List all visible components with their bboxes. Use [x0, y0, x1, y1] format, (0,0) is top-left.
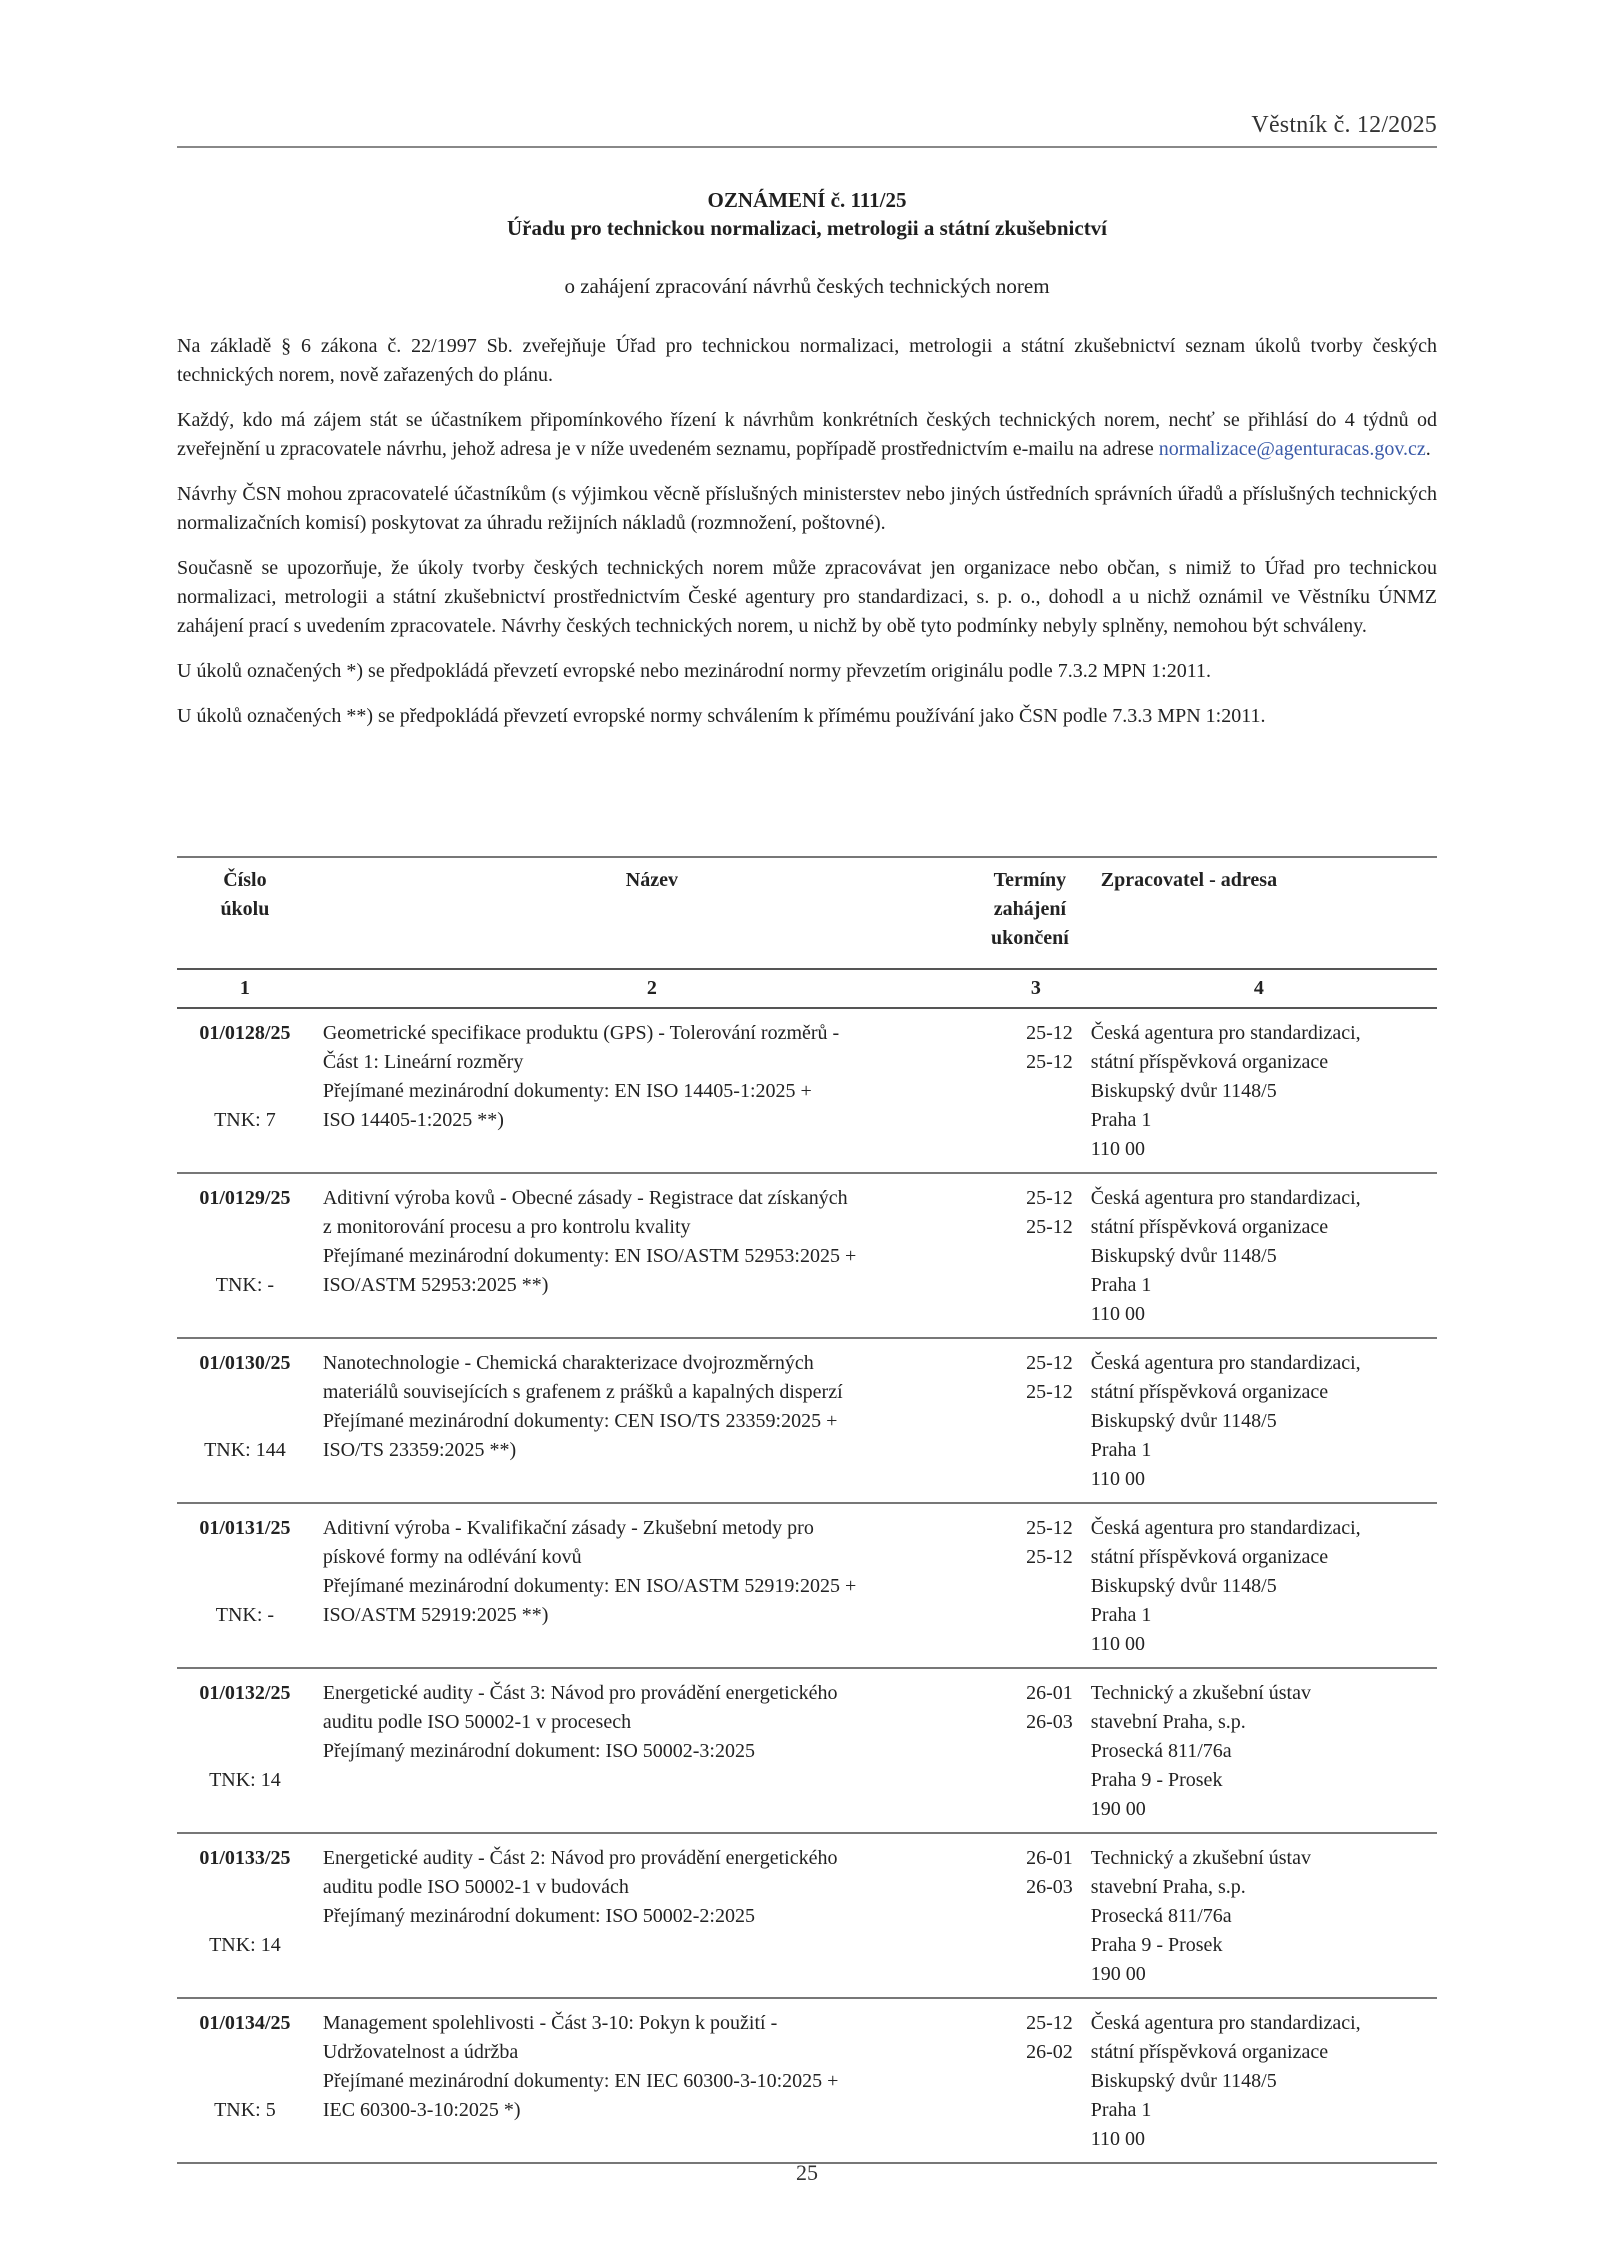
- header-divider: [177, 146, 1437, 148]
- task-name-cell: [313, 1008, 991, 1173]
- task-processor-cell: [1081, 1338, 1437, 1503]
- task-id-cell: [177, 1668, 313, 1833]
- task-name-line: Přejímaný mezinárodní dokument: ISO 50002-2:2025: [322, 1905, 755, 1927]
- body-text: [177, 332, 1437, 747]
- processor-line: Praha 1: [1090, 1439, 1152, 1461]
- task-terms-cell: [991, 1008, 1081, 1173]
- header-processor: Zpracovatel - adresa: [1081, 857, 1437, 969]
- announcement-subtitle: o zahájení zpracování návrhů českých technických norem: [564, 274, 1050, 298]
- task-name-line: Aditivní výroba - Kvalifikační zásady - Zkušební metody pro: [322, 1517, 814, 1539]
- processor-line: Česká agentura pro standardizaci,: [1090, 2012, 1361, 2034]
- task-id-cell: [177, 1503, 313, 1668]
- task-start-date: 25-12: [1026, 1022, 1073, 1044]
- task-name-line: ISO/TS 23359:2025 **): [322, 1439, 517, 1461]
- task-name-line: Přejímané mezinárodní dokumenty: EN ISO/ASTM 52919:2025 +: [322, 1575, 857, 1597]
- task-id-cell: [177, 1173, 313, 1338]
- task-name-cell: [313, 1998, 991, 2163]
- header-terms-line1: Termíny: [993, 869, 1067, 891]
- processor-line: Technický a zkušební ústav: [1090, 1682, 1311, 1704]
- task-terms-cell: [991, 1668, 1081, 1833]
- processor-line: Technický a zkušební ústav: [1090, 1847, 1311, 1869]
- processor-line: Praha 1: [1090, 2099, 1152, 2121]
- task-terms-cell: [991, 1173, 1081, 1338]
- header-terms-line2: zahájení: [993, 898, 1066, 920]
- task-name-line: ISO 14405-1:2025 **): [322, 1109, 504, 1131]
- task-id: 01/0133/25: [199, 1847, 291, 1869]
- header-task-number: [177, 857, 313, 969]
- task-name-line: pískové formy na odlévání kovů: [322, 1546, 582, 1568]
- processor-line: Prosecká 811/76a: [1090, 1905, 1232, 1927]
- table-header-row: [177, 857, 1437, 969]
- table-row: [177, 1008, 1437, 1173]
- task-id-cell: [177, 1338, 313, 1503]
- table-column-number-row: [177, 969, 1437, 1008]
- task-start-date: 26-01: [1026, 1847, 1073, 1869]
- processor-line: 190 00: [1090, 1963, 1146, 1985]
- processor-line: Biskupský dvůr 1148/5: [1090, 2070, 1277, 2092]
- processor-line: 110 00: [1090, 1468, 1146, 1490]
- task-start-date: 25-12: [1026, 1517, 1073, 1539]
- processor-line: státní příspěvková organizace: [1090, 1546, 1329, 1568]
- task-id-cell: [177, 1998, 313, 2163]
- task-terms-cell: [991, 1998, 1081, 2163]
- task-name-line: Přejímaný mezinárodní dokument: ISO 50002-3:2025: [322, 1740, 755, 1762]
- task-name-line: Přejímané mezinárodní dokumenty: CEN ISO/TS 23359:2025 +: [322, 1410, 838, 1432]
- processor-line: Biskupský dvůr 1148/5: [1090, 1575, 1277, 1597]
- task-tnk: TNK: 5: [214, 2099, 276, 2121]
- processor-line: Praha 9 - Prosek: [1090, 1769, 1223, 1791]
- header-terms-line3: ukončení: [990, 927, 1069, 949]
- title-block: [177, 186, 1437, 300]
- task-id-cell: [177, 1833, 313, 1998]
- task-start-date: 26-01: [1026, 1682, 1073, 1704]
- task-processor-cell: [1081, 1998, 1437, 2163]
- task-id: 01/0134/25: [199, 2012, 291, 2034]
- paragraph-legal-basis: Na základě § 6 zákona č. 22/1997 Sb. zveřejňuje Úřad pro technickou normalizaci, metrologii a státní zkušebnictví seznam úkolů tvorby českých technických norem, nově zařazených do plánu.: [177, 335, 1437, 386]
- processor-line: 190 00: [1090, 1798, 1146, 1820]
- task-name-line: auditu podle ISO 50002-1 v budovách: [322, 1876, 629, 1898]
- processor-line: státní příspěvková organizace: [1090, 1216, 1329, 1238]
- authority-name: Úřadu pro technickou normalizaci, metrologii a státní zkušebnictví: [506, 216, 1108, 240]
- paragraph-note-double-asterisk: U úkolů označených **) se předpokládá převzetí evropské normy schválením k přímému používání jako ČSN podle 7.3.3 MPN 1:2011.: [177, 705, 1266, 727]
- column-number-3: 3: [991, 969, 1081, 1008]
- task-processor-cell: [1081, 1833, 1437, 1998]
- task-name-line: [323, 1766, 981, 1795]
- task-table-body: [177, 1008, 1437, 2163]
- processor-line: 110 00: [1090, 1633, 1146, 1655]
- task-name-line: Přejímané mezinárodní dokumenty: EN ISO 14405-1:2025 +: [322, 1080, 812, 1102]
- task-name-line: Udržovatelnost a údržba: [322, 2041, 519, 2063]
- task-id: 01/0128/25: [199, 1022, 291, 1044]
- table-row: [177, 1503, 1437, 1668]
- task-id: 01/0129/25: [199, 1187, 291, 1209]
- processor-line: státní příspěvková organizace: [1090, 1051, 1329, 1073]
- task-name-line: ISO/ASTM 52953:2025 **): [322, 1274, 549, 1296]
- processor-line: 110 00: [1090, 1303, 1146, 1325]
- task-name-line: Geometrické specifikace produktu (GPS) - Tolerování rozměrů -: [322, 1022, 840, 1044]
- page-number: 25: [796, 2160, 818, 2185]
- header-name: Název: [313, 857, 991, 969]
- task-tnk: TNK: 14: [209, 1934, 281, 1956]
- journal-header: Věstník č. 12/2025: [1251, 112, 1437, 138]
- paragraph-participation: [177, 406, 1437, 464]
- task-name-line: Energetické audity - Část 3: Návod pro provádění energetického: [322, 1682, 838, 1704]
- announcement-title: OZNÁMENÍ č. 111/25: [707, 188, 907, 212]
- paragraph-note-single-asterisk: U úkolů označených *) se předpokládá převzetí evropské nebo mezinárodní normy převzetím originálu podle 7.3.2 MPN 1:2011.: [177, 660, 1211, 682]
- task-name-line: Část 1: Lineární rozměry: [322, 1051, 524, 1073]
- processor-line: Česká agentura pro standardizaci,: [1090, 1352, 1361, 1374]
- task-name-line: Management spolehlivosti - Část 3-10: Pokyn k použití -: [322, 2012, 778, 2034]
- task-tnk: TNK: 14: [209, 1769, 281, 1791]
- paragraph-participation-text: Každý, kdo má zájem stát se účastníkem připomínkového řízení k návrhům konkrétních českých technických norem, nechť se přihlásí do 4 týdnů od zveřejnění u zpracovatele návrhu, jehož adresa je v níže uvedeném seznamu, popřípadě prostřednictvím e-mailu na adrese: [177, 409, 1437, 460]
- processor-line: 110 00: [1090, 2128, 1146, 2150]
- task-name-line: z monitorování procesu a pro kontrolu kvality: [322, 1216, 691, 1238]
- processor-line: Praha 1: [1090, 1604, 1152, 1626]
- task-id-cell: [177, 1008, 313, 1173]
- task-tnk: TNK: 144: [204, 1439, 286, 1461]
- table-row: [177, 1668, 1437, 1833]
- task-id: 01/0131/25: [199, 1517, 291, 1539]
- table-row: [177, 1998, 1437, 2163]
- task-name-cell: [313, 1503, 991, 1668]
- task-name-line: Nanotechnologie - Chemická charakterizace dvojrozměrných: [322, 1352, 814, 1374]
- task-name-line: ISO/ASTM 52919:2025 **): [322, 1604, 549, 1626]
- task-id: 01/0130/25: [199, 1352, 291, 1374]
- task-table-wrapper: [177, 856, 1437, 2164]
- task-end-date: 25-12: [1026, 1051, 1073, 1073]
- email-link[interactable]: normalizace@agenturacas.gov.cz: [1158, 438, 1426, 460]
- column-number-2: 2: [313, 969, 991, 1008]
- task-start-date: 25-12: [1026, 1352, 1073, 1374]
- task-name-line: Aditivní výroba kovů - Obecné zásady - Registrace dat získaných: [322, 1187, 848, 1209]
- processor-line: Prosecká 811/76a: [1090, 1740, 1232, 1762]
- task-tnk: TNK: 7: [214, 1109, 276, 1131]
- header-task-number-line2: úkolu: [220, 898, 270, 920]
- processor-line: 110 00: [1090, 1138, 1146, 1160]
- task-end-date: 26-03: [1026, 1876, 1073, 1898]
- task-name-cell: [313, 1833, 991, 1998]
- table-row: [177, 1338, 1437, 1503]
- task-name-cell: [313, 1173, 991, 1338]
- column-number-1: 1: [177, 969, 313, 1008]
- task-name-line: auditu podle ISO 50002-1 v procesech: [322, 1711, 632, 1733]
- task-end-date: 26-02: [1026, 2041, 1073, 2063]
- processor-line: Česká agentura pro standardizaci,: [1090, 1517, 1361, 1539]
- task-table: [177, 856, 1437, 2164]
- task-processor-cell: [1081, 1173, 1437, 1338]
- task-name-line: materiálů souvisejících s grafenem z prášků a kapalných disperzí: [322, 1381, 843, 1403]
- header-task-number-line1: Číslo: [223, 869, 267, 891]
- paragraph-notice: Současně se upozorňuje, že úkoly tvorby českých technických norem může zpracovávat jen organizace nebo občan, s nimiž to Úřad pro technickou normalizaci, metrologii a státní zkušebnictví prostřednictvím České agentury pro standardizaci, s. p. o., dohodl a u nichž oznámil ve Věstníku ÚNMZ zahájení prací s uvedením zpracovatele. Návrhy českých technických norem, u nichž by obě tyto podmínky nebyly splněny, nemohou být schváleny.: [177, 557, 1437, 637]
- processor-line: Česká agentura pro standardizaci,: [1090, 1187, 1361, 1209]
- paragraph-fees: Návrhy ČSN mohou zpracovatelé účastníkům (s výjimkou věcně příslušných ministerstev nebo jiných ústředních správních úřadů a příslušných technických normalizačních komisí) poskytovat za úhradu režijních nákladů (rozmnožení, poštovné).: [177, 483, 1437, 534]
- processor-line: státní příspěvková organizace: [1090, 2041, 1329, 2063]
- processor-line: Praha 1: [1090, 1274, 1152, 1296]
- task-start-date: 25-12: [1026, 1187, 1073, 1209]
- task-name-line: Přejímané mezinárodní dokumenty: EN IEC 60300-3-10:2025 +: [322, 2070, 839, 2092]
- task-end-date: 25-12: [1026, 1546, 1073, 1568]
- processor-line: státní příspěvková organizace: [1090, 1381, 1329, 1403]
- processor-line: Česká agentura pro standardizaci,: [1090, 1022, 1361, 1044]
- task-terms-cell: [991, 1833, 1081, 1998]
- processor-line: stavební Praha, s.p.: [1090, 1711, 1246, 1733]
- processor-line: stavební Praha, s.p.: [1090, 1876, 1246, 1898]
- processor-line: Biskupský dvůr 1148/5: [1090, 1080, 1277, 1102]
- task-name-cell: [313, 1668, 991, 1833]
- processor-line: Biskupský dvůr 1148/5: [1090, 1245, 1277, 1267]
- processor-line: Praha 1: [1090, 1109, 1152, 1131]
- task-terms-cell: [991, 1338, 1081, 1503]
- table-row: [177, 1173, 1437, 1338]
- task-terms-cell: [991, 1503, 1081, 1668]
- task-name-line: [323, 1931, 981, 1960]
- task-end-date: 25-12: [1026, 1216, 1073, 1238]
- task-name-line: IEC 60300-3-10:2025 *): [322, 2099, 521, 2121]
- task-name-cell: [313, 1338, 991, 1503]
- task-end-date: 25-12: [1026, 1381, 1073, 1403]
- task-processor-cell: [1081, 1503, 1437, 1668]
- task-processor-cell: [1081, 1668, 1437, 1833]
- processor-line: Biskupský dvůr 1148/5: [1090, 1410, 1277, 1432]
- task-id: 01/0132/25: [199, 1682, 291, 1704]
- task-end-date: 26-03: [1026, 1711, 1073, 1733]
- task-start-date: 25-12: [1026, 2012, 1073, 2034]
- task-tnk: TNK: -: [215, 1604, 275, 1626]
- task-processor-cell: [1081, 1008, 1437, 1173]
- paragraph-participation-end: .: [1425, 438, 1431, 460]
- task-name-line: Přejímané mezinárodní dokumenty: EN ISO/ASTM 52953:2025 +: [322, 1245, 857, 1267]
- task-tnk: TNK: -: [215, 1274, 275, 1296]
- task-name-line: Energetické audity - Část 2: Návod pro provádění energetického: [322, 1847, 838, 1869]
- processor-line: Praha 9 - Prosek: [1090, 1934, 1223, 1956]
- column-number-4: 4: [1081, 969, 1437, 1008]
- table-row: [177, 1833, 1437, 1998]
- header-terms: [991, 857, 1081, 969]
